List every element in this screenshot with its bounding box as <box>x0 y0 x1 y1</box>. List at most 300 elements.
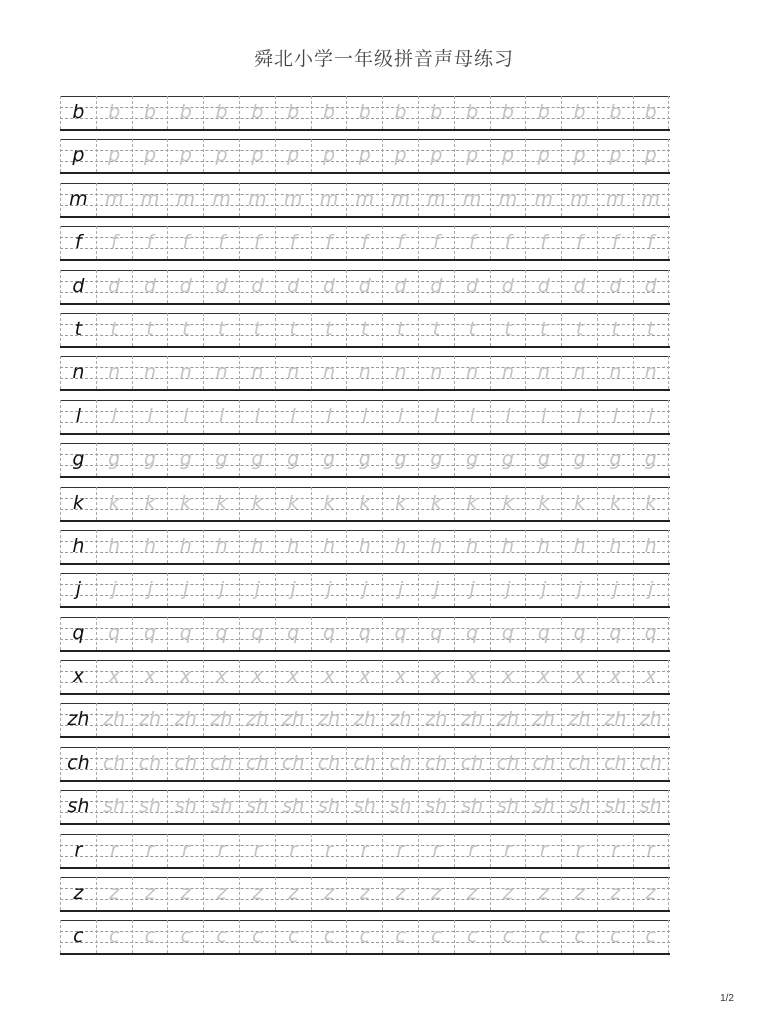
guide-line <box>60 346 670 348</box>
initial-trace: b <box>167 96 203 129</box>
initial-trace: x <box>275 660 311 693</box>
initial-trace: p <box>382 139 418 172</box>
practice-cells <box>60 920 670 953</box>
initial-trace: sh <box>418 790 454 823</box>
initial-trace: r <box>597 834 633 867</box>
initial-trace: m <box>96 183 132 216</box>
initial-trace: x <box>633 660 669 693</box>
initial-trace: f <box>167 226 203 259</box>
initial-sample: r <box>60 834 96 867</box>
initial-trace: zh <box>633 703 669 736</box>
initial-trace: p <box>167 139 203 172</box>
initial-trace: n <box>418 356 454 389</box>
initial-trace: g <box>203 443 239 476</box>
initial-sample: p <box>60 139 96 172</box>
initial-trace: k <box>346 487 382 520</box>
initial-trace: c <box>167 920 203 953</box>
initial-trace: l <box>96 400 132 433</box>
initial-trace: x <box>525 660 561 693</box>
initial-trace: sh <box>346 790 382 823</box>
initial-trace: q <box>490 617 526 650</box>
initial-trace: d <box>311 270 347 303</box>
initial-trace: b <box>346 96 382 129</box>
initial-trace: m <box>275 183 311 216</box>
practice-cells <box>60 703 670 736</box>
initial-trace: c <box>418 920 454 953</box>
initial-trace: x <box>132 660 168 693</box>
initial-trace: c <box>346 920 382 953</box>
initial-trace: z <box>275 877 311 910</box>
initial-trace: n <box>454 356 490 389</box>
guide-line <box>60 303 670 305</box>
initial-trace: c <box>633 920 669 953</box>
initial-trace: ch <box>561 747 597 780</box>
initial-trace: x <box>203 660 239 693</box>
initial-trace: l <box>490 400 526 433</box>
initial-trace: t <box>96 313 132 346</box>
initial-trace: sh <box>132 790 168 823</box>
initial-trace: n <box>525 356 561 389</box>
initial-trace: ch <box>597 747 633 780</box>
initial-trace: c <box>490 920 526 953</box>
initial-trace: sh <box>525 790 561 823</box>
initial-trace: zh <box>275 703 311 736</box>
initial-trace: z <box>454 877 490 910</box>
initial-trace: z <box>239 877 275 910</box>
initial-trace: x <box>561 660 597 693</box>
initial-trace: sh <box>167 790 203 823</box>
initial-trace: q <box>346 617 382 650</box>
initial-trace: c <box>311 920 347 953</box>
initial-trace: q <box>633 617 669 650</box>
initial-trace: p <box>454 139 490 172</box>
initial-trace: zh <box>311 703 347 736</box>
initial-trace: g <box>597 443 633 476</box>
initial-sample: t <box>60 313 96 346</box>
initial-trace: z <box>597 877 633 910</box>
initial-trace: h <box>167 530 203 563</box>
practice-cells <box>60 400 670 433</box>
initial-trace: ch <box>239 747 275 780</box>
initial-trace: t <box>633 313 669 346</box>
initial-trace: c <box>203 920 239 953</box>
initial-trace: ch <box>418 747 454 780</box>
initial-sample: x <box>60 660 96 693</box>
initial-trace: ch <box>525 747 561 780</box>
initial-trace: p <box>561 139 597 172</box>
initial-trace: k <box>96 487 132 520</box>
initial-trace: k <box>132 487 168 520</box>
initial-trace: zh <box>525 703 561 736</box>
guide-line <box>60 520 670 522</box>
initial-trace: k <box>633 487 669 520</box>
initial-trace: q <box>132 617 168 650</box>
initial-trace: l <box>418 400 454 433</box>
initial-trace: n <box>239 356 275 389</box>
initial-trace: n <box>96 356 132 389</box>
initial-trace: q <box>418 617 454 650</box>
initial-sample: d <box>60 270 96 303</box>
initial-trace: m <box>382 183 418 216</box>
guide-line <box>60 953 670 955</box>
initial-trace: m <box>597 183 633 216</box>
guide-line <box>60 129 670 131</box>
initial-trace: c <box>96 920 132 953</box>
initial-trace: d <box>525 270 561 303</box>
practice-cells <box>60 139 670 172</box>
initial-trace: k <box>203 487 239 520</box>
initial-trace: j <box>167 573 203 606</box>
initial-trace: j <box>239 573 275 606</box>
initial-trace: m <box>346 183 382 216</box>
initial-trace: m <box>311 183 347 216</box>
initial-trace: d <box>239 270 275 303</box>
initial-trace: t <box>525 313 561 346</box>
initial-trace: n <box>490 356 526 389</box>
initial-trace: m <box>239 183 275 216</box>
initial-trace: n <box>275 356 311 389</box>
initial-trace: h <box>132 530 168 563</box>
initial-trace: r <box>203 834 239 867</box>
initial-trace: ch <box>96 747 132 780</box>
practice-cells <box>60 530 670 563</box>
practice-cells <box>60 877 670 910</box>
initial-trace: h <box>525 530 561 563</box>
initial-trace: f <box>382 226 418 259</box>
initial-trace: x <box>346 660 382 693</box>
guide-line <box>60 693 670 695</box>
initial-trace: ch <box>203 747 239 780</box>
initial-trace: j <box>454 573 490 606</box>
initial-trace: zh <box>561 703 597 736</box>
initial-trace: l <box>239 400 275 433</box>
initial-trace: sh <box>382 790 418 823</box>
initial-trace: h <box>633 530 669 563</box>
initial-trace: b <box>561 96 597 129</box>
initial-trace: g <box>346 443 382 476</box>
initial-trace: n <box>382 356 418 389</box>
initial-trace: h <box>418 530 454 563</box>
initial-trace: zh <box>96 703 132 736</box>
initial-trace: r <box>454 834 490 867</box>
initial-trace: l <box>132 400 168 433</box>
practice-row <box>60 877 670 920</box>
initial-trace: b <box>490 96 526 129</box>
initial-sample: sh <box>60 790 96 823</box>
initial-trace: z <box>561 877 597 910</box>
practice-cells <box>60 487 670 520</box>
initial-trace: h <box>454 530 490 563</box>
practice-row <box>60 400 670 443</box>
initial-trace: j <box>346 573 382 606</box>
practice-row <box>60 530 670 573</box>
initial-trace: h <box>597 530 633 563</box>
practice-row <box>60 573 670 616</box>
initial-trace: sh <box>454 790 490 823</box>
initial-trace: f <box>633 226 669 259</box>
initial-trace: j <box>382 573 418 606</box>
initial-trace: x <box>490 660 526 693</box>
practice-cells <box>60 747 670 780</box>
initial-trace: b <box>311 96 347 129</box>
initial-sample: q <box>60 617 96 650</box>
practice-row <box>60 183 670 226</box>
guide-line <box>60 433 670 435</box>
initial-trace: p <box>418 139 454 172</box>
initial-trace: b <box>525 96 561 129</box>
initial-trace: j <box>561 573 597 606</box>
initial-trace: z <box>311 877 347 910</box>
guide-line <box>60 172 670 174</box>
initial-trace: h <box>561 530 597 563</box>
initial-trace: t <box>597 313 633 346</box>
practice-row <box>60 313 670 356</box>
initial-trace: l <box>561 400 597 433</box>
initial-trace: ch <box>382 747 418 780</box>
practice-cells <box>60 660 670 693</box>
initial-trace: d <box>346 270 382 303</box>
initial-trace: n <box>633 356 669 389</box>
initial-trace: z <box>167 877 203 910</box>
page-title: 舜北小学一年级拼音声母练习 <box>253 48 514 70</box>
initial-trace: q <box>275 617 311 650</box>
initial-trace: l <box>167 400 203 433</box>
initial-trace: ch <box>311 747 347 780</box>
initial-trace: sh <box>490 790 526 823</box>
initial-trace: d <box>382 270 418 303</box>
guide-line <box>60 216 670 218</box>
initial-trace: l <box>311 400 347 433</box>
initial-sample: l <box>60 400 96 433</box>
initial-trace: f <box>525 226 561 259</box>
initial-trace: d <box>418 270 454 303</box>
initial-trace: x <box>382 660 418 693</box>
initial-sample: k <box>60 487 96 520</box>
initial-trace: l <box>346 400 382 433</box>
initial-trace: x <box>597 660 633 693</box>
practice-row <box>60 96 670 139</box>
guide-line <box>60 780 670 782</box>
initial-trace: zh <box>382 703 418 736</box>
initial-trace: j <box>418 573 454 606</box>
initial-trace: k <box>311 487 347 520</box>
initial-trace: t <box>454 313 490 346</box>
initial-trace: x <box>167 660 203 693</box>
initial-trace: r <box>132 834 168 867</box>
initial-trace: j <box>203 573 239 606</box>
guide-line <box>60 563 670 565</box>
practice-row <box>60 356 670 399</box>
initial-trace: ch <box>454 747 490 780</box>
initial-sample: n <box>60 356 96 389</box>
initial-trace: t <box>561 313 597 346</box>
page-number: 1/2 <box>720 993 734 1004</box>
initial-trace: d <box>561 270 597 303</box>
initial-trace: z <box>418 877 454 910</box>
initial-trace: sh <box>96 790 132 823</box>
initial-trace: k <box>382 487 418 520</box>
initial-trace: x <box>96 660 132 693</box>
initial-trace: t <box>382 313 418 346</box>
initial-trace: sh <box>203 790 239 823</box>
initial-trace: r <box>311 834 347 867</box>
initial-trace: q <box>203 617 239 650</box>
initial-trace: z <box>525 877 561 910</box>
initial-trace: g <box>418 443 454 476</box>
practice-cells <box>60 573 670 606</box>
initial-trace: ch <box>132 747 168 780</box>
initial-trace: x <box>418 660 454 693</box>
initial-trace: z <box>132 877 168 910</box>
initial-trace: d <box>490 270 526 303</box>
initial-sample: zh <box>60 703 96 736</box>
initial-trace: t <box>311 313 347 346</box>
initial-trace: ch <box>346 747 382 780</box>
initial-trace: q <box>96 617 132 650</box>
initial-trace: j <box>275 573 311 606</box>
initial-trace: q <box>239 617 275 650</box>
initial-trace: c <box>382 920 418 953</box>
initial-trace: j <box>490 573 526 606</box>
initial-trace: g <box>239 443 275 476</box>
initial-trace: d <box>275 270 311 303</box>
initial-trace: f <box>275 226 311 259</box>
initial-sample: c <box>60 920 96 953</box>
initial-trace: p <box>346 139 382 172</box>
initial-trace: m <box>525 183 561 216</box>
practice-sheet <box>60 96 670 964</box>
initial-trace: ch <box>633 747 669 780</box>
initial-trace: k <box>418 487 454 520</box>
initial-trace: f <box>346 226 382 259</box>
initial-trace: r <box>525 834 561 867</box>
initial-trace: c <box>132 920 168 953</box>
initial-trace: j <box>96 573 132 606</box>
initial-trace: p <box>203 139 239 172</box>
initial-trace: p <box>132 139 168 172</box>
initial-trace: zh <box>346 703 382 736</box>
initial-sample: ch <box>60 747 96 780</box>
initial-sample: g <box>60 443 96 476</box>
initial-trace: j <box>132 573 168 606</box>
practice-cells <box>60 356 670 389</box>
initial-trace: k <box>275 487 311 520</box>
initial-trace: r <box>275 834 311 867</box>
initial-trace: g <box>275 443 311 476</box>
initial-trace: m <box>633 183 669 216</box>
initial-trace: f <box>561 226 597 259</box>
initial-trace: zh <box>132 703 168 736</box>
initial-sample: z <box>60 877 96 910</box>
initial-trace: l <box>382 400 418 433</box>
initial-trace: q <box>454 617 490 650</box>
initial-trace: x <box>311 660 347 693</box>
initial-trace: f <box>96 226 132 259</box>
practice-row <box>60 226 670 269</box>
initial-trace: zh <box>597 703 633 736</box>
practice-row <box>60 487 670 530</box>
initial-sample: j <box>60 573 96 606</box>
initial-trace: g <box>167 443 203 476</box>
initial-trace: t <box>418 313 454 346</box>
initial-trace: j <box>525 573 561 606</box>
initial-trace: ch <box>490 747 526 780</box>
initial-trace: h <box>203 530 239 563</box>
initial-trace: sh <box>597 790 633 823</box>
initial-trace: t <box>167 313 203 346</box>
initial-trace: r <box>96 834 132 867</box>
initial-trace: b <box>132 96 168 129</box>
initial-trace: m <box>561 183 597 216</box>
initial-trace: l <box>454 400 490 433</box>
practice-row <box>60 660 670 703</box>
initial-trace: l <box>203 400 239 433</box>
initial-trace: r <box>239 834 275 867</box>
initial-trace: f <box>418 226 454 259</box>
initial-trace: z <box>490 877 526 910</box>
initial-trace: p <box>275 139 311 172</box>
initial-sample: m <box>60 183 96 216</box>
initial-trace: l <box>633 400 669 433</box>
initial-trace: b <box>239 96 275 129</box>
initial-trace: f <box>597 226 633 259</box>
initial-trace: r <box>561 834 597 867</box>
initial-trace: b <box>382 96 418 129</box>
initial-trace: p <box>96 139 132 172</box>
initial-trace: m <box>167 183 203 216</box>
initial-trace: h <box>275 530 311 563</box>
practice-row <box>60 443 670 486</box>
initial-trace: g <box>96 443 132 476</box>
guide-line <box>60 823 670 825</box>
initial-trace: k <box>597 487 633 520</box>
practice-cells <box>60 96 670 129</box>
initial-trace: r <box>418 834 454 867</box>
initial-trace: k <box>167 487 203 520</box>
initial-trace: c <box>239 920 275 953</box>
initial-trace: q <box>597 617 633 650</box>
initial-trace: f <box>490 226 526 259</box>
initial-trace: t <box>490 313 526 346</box>
guide-line <box>60 476 670 478</box>
guide-line <box>60 736 670 738</box>
initial-trace: d <box>633 270 669 303</box>
initial-trace: h <box>96 530 132 563</box>
initial-trace: c <box>561 920 597 953</box>
initial-trace: c <box>275 920 311 953</box>
initial-trace: sh <box>633 790 669 823</box>
practice-row <box>60 834 670 877</box>
initial-trace: g <box>454 443 490 476</box>
initial-trace: c <box>525 920 561 953</box>
initial-trace: r <box>346 834 382 867</box>
initial-trace: b <box>96 96 132 129</box>
initial-trace: k <box>490 487 526 520</box>
initial-trace: l <box>597 400 633 433</box>
initial-trace: k <box>239 487 275 520</box>
initial-trace: zh <box>418 703 454 736</box>
initial-trace: sh <box>239 790 275 823</box>
initial-trace: m <box>490 183 526 216</box>
initial-trace: t <box>346 313 382 346</box>
initial-trace: p <box>239 139 275 172</box>
initial-trace: b <box>275 96 311 129</box>
initial-trace: k <box>561 487 597 520</box>
initial-trace: ch <box>167 747 203 780</box>
initial-trace: r <box>167 834 203 867</box>
practice-cells <box>60 834 670 867</box>
guide-line <box>60 910 670 912</box>
